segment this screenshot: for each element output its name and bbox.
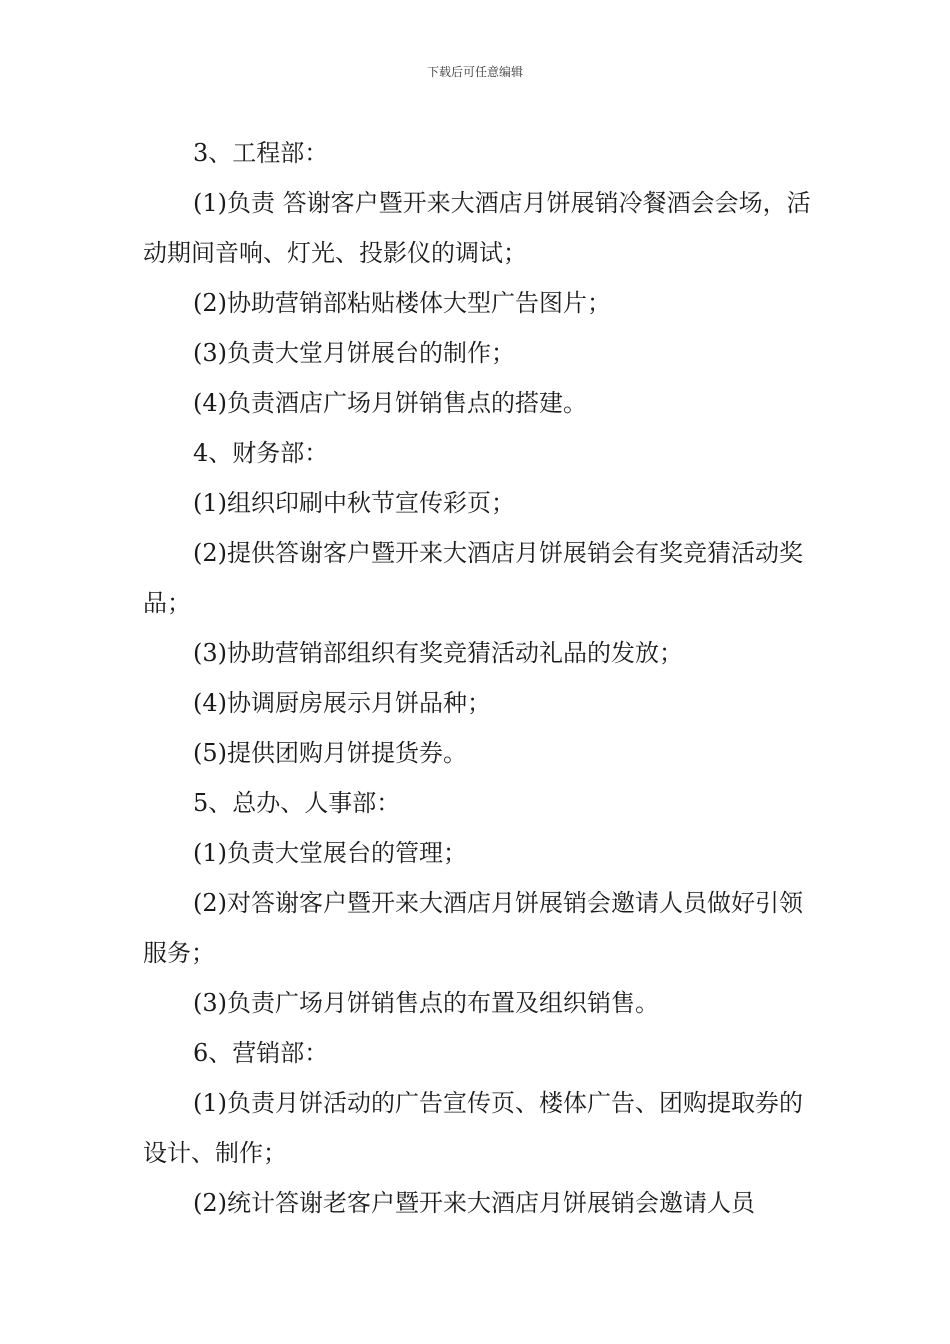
list-item: (4)协调厨房展示月饼品种；	[193, 689, 491, 717]
list-item: (1)负责大堂展台的管理；	[193, 839, 467, 867]
document-body	[143, 128, 813, 1228]
list-item: (2)对答谢客户暨开来大酒店月饼展销会邀请人员做好引领服务；	[143, 889, 803, 967]
list-item: (1)负责 答谢客户暨开来大酒店月饼展销冷餐酒会会场，活动期间音响、灯光、投影仪的调试；	[143, 189, 811, 267]
list-item: (2)协助营销部粘贴楼体大型广告图片；	[193, 289, 611, 317]
list-item: (1)负责月饼活动的广告宣传页、楼体广告、团购提取券的设计、制作；	[143, 1089, 803, 1167]
list-item: (3)负责广场月饼销售点的布置及组织销售。	[193, 989, 659, 1017]
list-item: (5)提供团购月饼提货券。	[193, 739, 467, 767]
section-heading-engineering: 3、工程部：	[193, 139, 329, 167]
list-item: (3)负责大堂月饼展台的制作；	[193, 339, 515, 367]
section-heading-marketing: 6、营销部：	[193, 1039, 329, 1067]
list-item: (1)组织印刷中秋节宣传彩页；	[193, 489, 515, 517]
list-item: (3)协助营销部组织有奖竞猜活动礼品的发放；	[193, 639, 683, 667]
page-header-note: 下载后可任意编辑	[426, 65, 523, 79]
list-item: (2)提供答谢客户暨开来大酒店月饼展销会有奖竞猜活动奖品；	[143, 539, 803, 617]
list-item: (2)统计答谢老客户暨开来大酒店月饼展销会邀请人员	[193, 1189, 755, 1217]
section-heading-general-office-hr: 5、总办、人事部：	[193, 789, 401, 817]
list-item: (4)负责酒店广场月饼销售点的搭建。	[193, 389, 587, 417]
section-heading-finance: 4、财务部：	[193, 439, 329, 467]
